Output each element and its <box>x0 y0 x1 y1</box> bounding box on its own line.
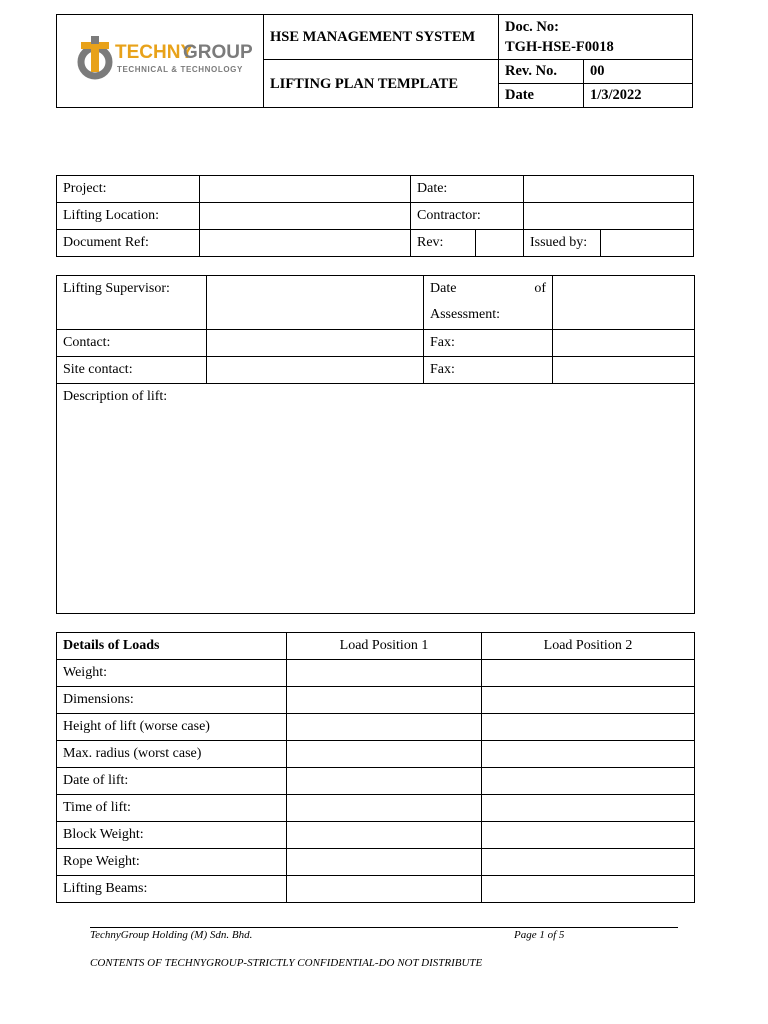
load-row-cell[interactable] <box>482 714 695 741</box>
logo-cell <box>57 15 264 108</box>
footer-company: TechnyGroup Holding (M) Sdn. Bhd. <box>90 929 253 941</box>
form-title: LIFTING PLAN TEMPLATE <box>264 60 499 108</box>
loads-table <box>56 632 695 903</box>
date-of-assessment-label <box>424 276 553 330</box>
load-row-cell[interactable] <box>287 714 482 741</box>
doc-no-cell <box>499 15 693 60</box>
fax-label: Fax: <box>424 330 553 357</box>
load-row-cell[interactable] <box>287 822 482 849</box>
lifting-location-label: Lifting Location: <box>57 203 200 230</box>
load-row-label: Dimensions: <box>57 687 287 714</box>
load-position-1-header: Load Position 1 <box>287 633 482 660</box>
load-row-cell[interactable] <box>482 768 695 795</box>
load-row-cell[interactable] <box>287 876 482 903</box>
issued-by-label: Issued by: <box>524 230 601 257</box>
company-logo <box>75 22 253 92</box>
footer-page-number: Page 1 of 5 <box>514 929 565 941</box>
site-fax-field[interactable] <box>553 357 695 384</box>
lifting-location-field[interactable] <box>200 203 411 230</box>
load-row-label: Weight: <box>57 660 287 687</box>
contractor-label: Contractor: <box>411 203 524 230</box>
document-ref-label: Document Ref: <box>57 230 200 257</box>
load-row-cell[interactable] <box>287 849 482 876</box>
description-of-lift-label: Description of lift: <box>63 389 168 404</box>
logo-brand-prefix: TECHNY <box>115 41 194 63</box>
document-header <box>56 14 693 108</box>
site-fax-label: Fax: <box>424 357 553 384</box>
project-label: Project: <box>57 176 200 203</box>
load-row-cell[interactable] <box>287 741 482 768</box>
doc-no-value: TGH-HSE-F0018 <box>505 39 614 55</box>
load-row-label: Time of lift: <box>57 795 287 822</box>
rev-label: Rev. No. <box>499 60 584 84</box>
date-label: Date: <box>411 176 524 203</box>
load-row-label: Date of lift: <box>57 768 287 795</box>
load-row-label: Max. radius (worst case) <box>57 741 287 768</box>
logo-tagline: TECHNICAL & TECHNOLOGY <box>117 64 243 74</box>
load-row-cell[interactable] <box>287 660 482 687</box>
lifting-supervisor-label: Lifting Supervisor: <box>57 276 207 330</box>
fax-field[interactable] <box>553 330 695 357</box>
project-field[interactable] <box>200 176 411 203</box>
site-contact-field[interactable] <box>207 357 424 384</box>
rev-value: 00 <box>584 60 693 84</box>
logo-brand-suffix: GROUP <box>183 41 253 63</box>
date-of-assessment-field[interactable] <box>553 276 695 330</box>
load-row-label: Rope Weight: <box>57 849 287 876</box>
load-row-cell[interactable] <box>287 687 482 714</box>
load-row-cell[interactable] <box>482 687 695 714</box>
footer-divider <box>90 927 678 928</box>
supervisor-table <box>56 275 695 614</box>
description-of-lift-field[interactable] <box>57 384 695 614</box>
load-row-cell[interactable] <box>482 876 695 903</box>
load-row-cell[interactable] <box>287 768 482 795</box>
load-row-cell[interactable] <box>482 849 695 876</box>
project-info-table <box>56 175 694 257</box>
doc-no-label: Doc. No: <box>505 19 559 35</box>
document-ref-field[interactable] <box>200 230 411 257</box>
lifting-supervisor-field[interactable] <box>207 276 424 330</box>
rev-field[interactable] <box>476 230 524 257</box>
assessment-word: Assessment: <box>430 307 500 322</box>
system-title: HSE MANAGEMENT SYSTEM <box>264 15 499 60</box>
load-row-label: Block Weight: <box>57 822 287 849</box>
contact-label: Contact: <box>57 330 207 357</box>
contractor-field[interactable] <box>524 203 694 230</box>
date-word: Date <box>430 281 457 296</box>
load-row-cell[interactable] <box>287 795 482 822</box>
gear-icon <box>81 36 109 76</box>
rev-label: Rev: <box>411 230 476 257</box>
date-value: 1/3/2022 <box>584 84 693 108</box>
load-row-cell[interactable] <box>482 822 695 849</box>
contact-field[interactable] <box>207 330 424 357</box>
of-word: of <box>534 281 546 296</box>
load-row-label: Height of lift (worse case) <box>57 714 287 741</box>
load-row-cell[interactable] <box>482 741 695 768</box>
load-row-cell[interactable] <box>482 660 695 687</box>
load-row-cell[interactable] <box>482 795 695 822</box>
footer-confidential: CONTENTS OF TECHNYGROUP-STRICTLY CONFIDENTIAL-DO NOT DISTRIBUTE <box>90 957 483 969</box>
site-contact-label: Site contact: <box>57 357 207 384</box>
issued-by-field[interactable] <box>601 230 694 257</box>
date-label: Date <box>499 84 584 108</box>
load-position-2-header: Load Position 2 <box>482 633 695 660</box>
loads-header: Details of Loads <box>57 633 287 660</box>
date-field[interactable] <box>524 176 694 203</box>
load-row-label: Lifting Beams: <box>57 876 287 903</box>
